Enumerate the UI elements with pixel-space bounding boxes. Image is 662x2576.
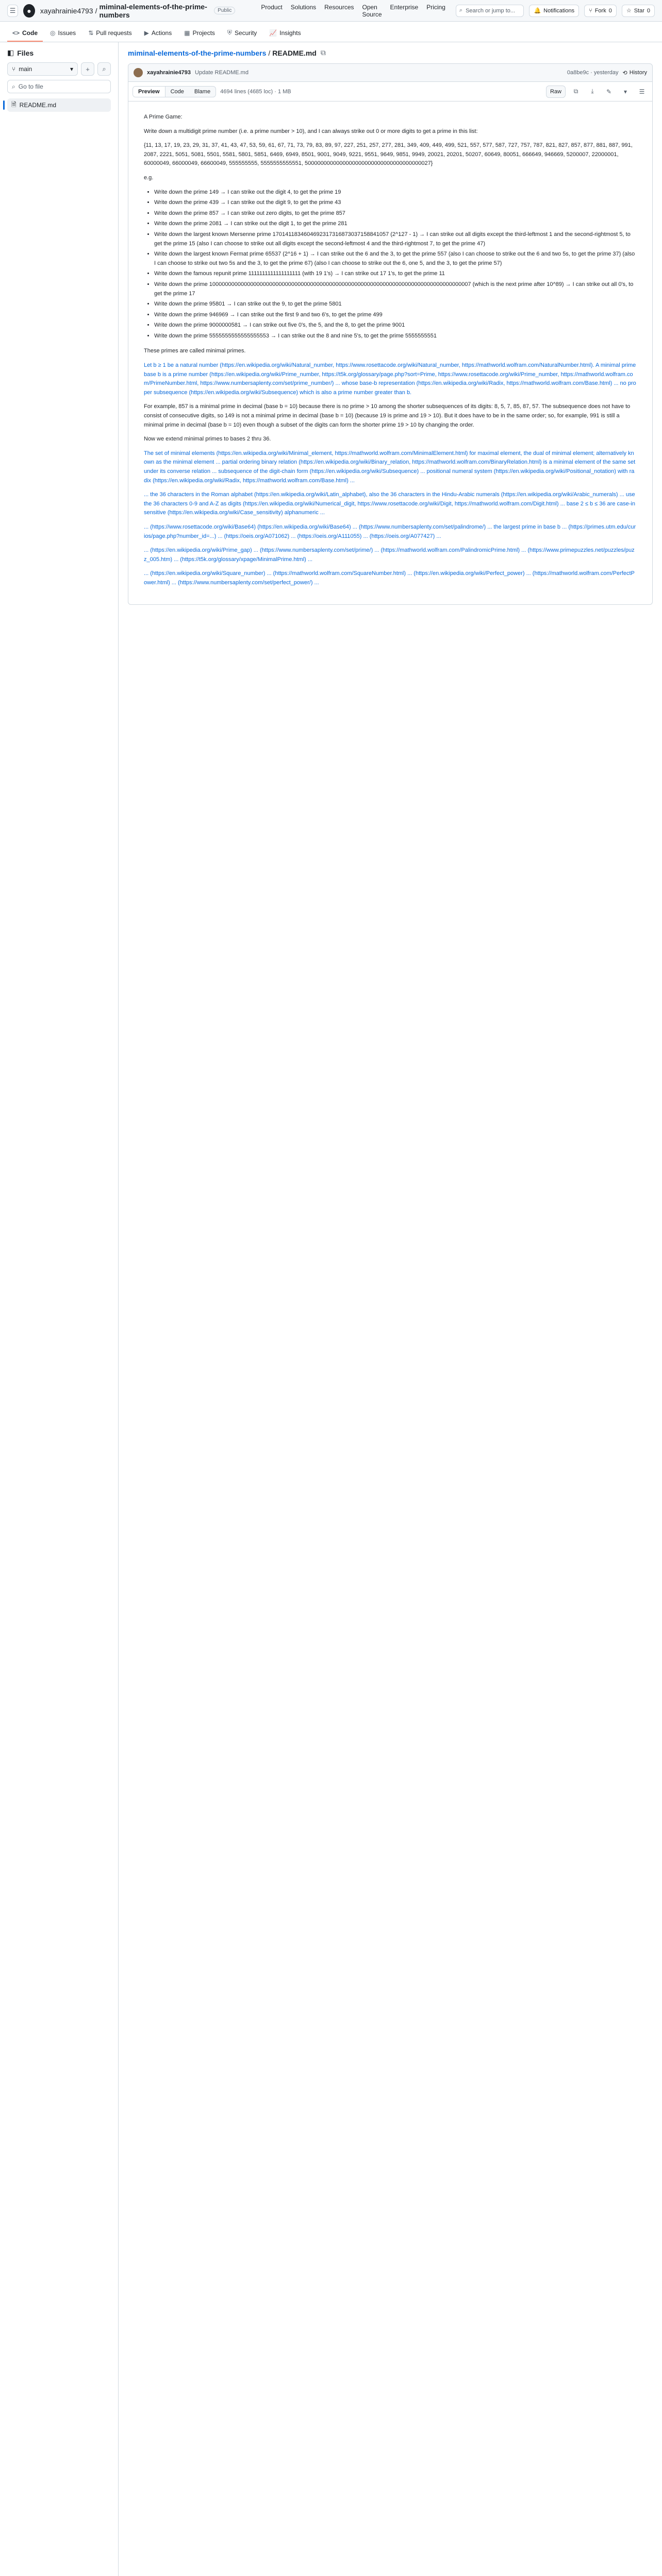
star-icon: ☆ — [626, 8, 632, 14]
nav-solutions[interactable]: Solutions — [290, 3, 317, 11]
view-preview-button[interactable]: Preview — [133, 87, 166, 97]
tab-issues[interactable] — [45, 25, 81, 42]
view-code-button[interactable]: Code — [170, 88, 184, 95]
readme-eg: e.g. — [144, 174, 154, 181]
top-nav — [261, 4, 445, 18]
tab-security[interactable] — [222, 25, 262, 42]
file-toolbar — [128, 82, 652, 101]
repo-owner-link[interactable]: xayahrainie4793 — [40, 6, 93, 15]
list-item: • Write down the prime 95801 → I can strike out the 9, to get the prime 5801 — [154, 300, 637, 309]
main-content — [119, 42, 662, 2576]
search-files-button[interactable]: ⌕ — [97, 62, 111, 76]
play-icon: ▶ — [144, 29, 149, 37]
star-label: Star — [634, 7, 644, 14]
list-item: • Write down the prime 9000000581 → I can strike out five 0's, the 5, and the 8, to get the prime 9001 — [154, 321, 637, 330]
chevron-down-icon[interactable]: ▾ — [623, 88, 627, 95]
table-icon: ▦ — [184, 29, 190, 37]
list-item: • Write down the prime 2081 → I can strike out the digit 1, to get the prime 281 — [154, 219, 637, 229]
breadcrumb-separator: / — [268, 48, 271, 57]
fork-label: Fork — [594, 7, 606, 14]
nav-enterprise[interactable]: Enterprise — [390, 3, 419, 11]
readme-intro: Write down a multidigit prime number (i.e. a prime number > 10), and I can always strike out 0 or more digits to get a prime in this list: — [144, 128, 478, 134]
shield-icon: ⛨ — [227, 29, 232, 36]
sidebar-title — [7, 48, 34, 57]
commit-hash[interactable]: 0a8be9c · yesterday — [567, 70, 619, 76]
commit-message[interactable]: Update README.md — [195, 70, 249, 76]
top-header — [0, 0, 662, 22]
github-logo-icon[interactable]: ● — [23, 4, 35, 18]
readme-body-paragraph[interactable]: ... (https://en.wikipedia.org/wiki/Square_number) ... (https://mathworld.wolfram.com/SquareNumber.html) ... (https://en.wikipedia.org/wiki/Perfect_power) ... (https://mathworld.wolfram.com/PerfectPower.html) ... (https://www.numbersaplenty.com/set/perfect_power/) ... — [144, 570, 635, 586]
readme-minimal-note: These primes are called minimal primes. — [144, 348, 246, 354]
file-meta: 4694 lines (4685 loc) · 1 MB — [220, 88, 291, 95]
repo-path — [40, 3, 236, 19]
tab-actions[interactable] — [139, 25, 177, 42]
readme-title: A Prime Game: — [144, 114, 183, 120]
readme-prime-set: {11, 13, 17, 19, 23, 29, 31, 37, 41, 43, 47, 53, 59, 61, 67, 71, 73, 79, 83, 89, 97, 227, 251, 257, 277, 281, 349, 409, 449, 499, 521, 557, 577, 587, 727, 757, 787, 821, 827, 857, 877, 881, 887, 991, 2087, 2221, 5051, 5081, 5501, 5581, 5801, 5851, 6469, 6949, 8501, 9001, 9049, 9221, 9551, 9649, 9851, 9949, 20021, 20201, 50207, 60649, 80051, 666649, 946669, 5200007, 22000001, 60000049, 66000049, 66600049, 555555555, 5555555555551, 5000000000000000000000000000000000000027} — [144, 142, 633, 167]
tab-projects[interactable] — [179, 25, 220, 42]
list-item: • Write down the largest known Fermat prime 65537 (2^16 + 1) → I can strike out the 6 and the 3, to get the prime 557 (also I can choose to strike out the 6 and two 5s, to get the prime 37) (also I can choose to strike out two 5s and the 3, to get the prime 67) (also I can choose to strike out the 6, one 5, and the 3, to get the prime 57) — [154, 250, 637, 268]
file-tree-sidebar — [0, 42, 119, 2576]
file-icon: 🗎 — [11, 100, 16, 108]
tab-actions-label: Actions — [151, 29, 172, 37]
list-item: • Write down the prime 946969 → I can strike out the first 9 and two 6's, to get the prime 499 — [154, 311, 637, 320]
readme-body-paragraph[interactable]: ... (https://www.rosettacode.org/wiki/Base64) (https://en.wikipedia.org/wiki/Base64) ... (https://www.numbersaplenty.com/set/palindrome/) ... the largest prime in base b ... (https://primes.utm.edu/curios/page.php?number_id=...) ... (https://oeis.org/A071062) ... (https://oeis.org/A111055) ... (https://oeis.org/A077427) ... — [144, 523, 636, 539]
fork-count: 0 — [608, 7, 612, 14]
list-item: • Write down the prime 439 → I can strike out the digit 9, to get the prime 43 — [154, 198, 637, 208]
tab-code-label: Code — [22, 29, 38, 37]
avatar[interactable] — [134, 68, 143, 77]
repo-name-link[interactable]: miminal-elements-of-the-prime-numbers — [99, 2, 207, 19]
edit-icon[interactable]: ✎ — [606, 88, 612, 95]
fork-button[interactable] — [584, 5, 617, 17]
readme-body-paragraph[interactable]: The set of minimal elements (https://en.wikipedia.org/wiki/Minimal_element, https://mathworld.wolfram.com/MinimalElement.html) for maximal element, the dual of minimal element; alternatively known as the minimal element ... partial ordering binary relation (https://en.wikipedia.org/wiki/Binary_relation, https://mathworld.wolfram.com/BinaryRelation.html) is a minimal element of the same set under its converse relation ... subsequence of the digit-chain form (https://en.wikipedia.org/wiki/Subsequence) ... positional numeral system (https://en.wikipedia.org/wiki/Positional_notation) with radix (https://en.wikipedia.org/wiki/Radix, https://mathworld.wolfram.com/Base.html) ... — [144, 450, 636, 484]
history-label: History — [629, 70, 647, 76]
nav-pricing[interactable]: Pricing — [426, 3, 445, 11]
tab-pull-requests-label: Pull requests — [96, 29, 132, 37]
list-item: • Write down the prime 10000000000000000000000000000000000000000000000000000000000000000000000000000000007 (which is the next prime after 10^89) → I can strike out all 0's, to get the prime 17 — [154, 280, 637, 298]
sidebar-collapse-icon[interactable]: ◧ — [7, 48, 14, 57]
commit-author[interactable]: xayahrainie4793 — [147, 70, 191, 76]
file-viewer — [128, 82, 653, 605]
sidebar-header — [7, 48, 111, 57]
tab-projects-label: Projects — [192, 29, 215, 37]
breadcrumb-file: README.md — [272, 48, 317, 57]
visibility-badge: Public — [214, 7, 235, 14]
star-button[interactable] — [622, 5, 655, 17]
go-to-file-input[interactable] — [7, 80, 111, 93]
view-blame-button[interactable]: Blame — [194, 88, 211, 95]
fork-icon: ⑂ — [589, 7, 592, 14]
history-icon: ⟲ — [622, 70, 627, 76]
tab-insights[interactable] — [264, 25, 306, 42]
examples-list — [154, 188, 637, 341]
tab-security-label: Security — [234, 29, 257, 37]
nav-product[interactable]: Product — [261, 3, 283, 11]
path-separator: / — [95, 6, 97, 15]
menu-icon[interactable]: ☰ — [7, 5, 18, 17]
latest-commit-bar — [128, 63, 653, 82]
readme-body-paragraph: For example, 857 is a minimal prime in decimal (base b = 10) because there is no prime > 10 among the shorter subsequences of its digits: 8, 5, 7, 85, 87, 57. The subsequence does not have to consist of consecutive digits, so 149 is not a minimal prime in decimal (base b = 10) (because 19 is prime and 19 > 10). But it does have to be in the same order; so, for example, 991 is still a minimal prime in decimal (base b = 10) even though a subset of the digits can form the shorter prime 19 > 10 by changing the order. — [144, 403, 631, 428]
file-item-readme[interactable] — [7, 98, 111, 112]
tab-issues-label: Issues — [58, 29, 76, 37]
file-item-label: README.md — [19, 101, 56, 109]
add-file-button[interactable]: + — [81, 62, 94, 76]
raw-button[interactable]: Raw — [546, 86, 566, 98]
breadcrumb-repo-link[interactable]: miminal-elements-of-the-prime-numbers — [128, 48, 267, 57]
nav-resources[interactable]: Resources — [324, 3, 354, 11]
go-to-file-placeholder: Go to file — [18, 83, 43, 90]
tab-pull-requests[interactable] — [83, 25, 137, 42]
list-item: • Write down the prime 857 → I can strike out zero digits, to get the prime 857 — [154, 209, 637, 218]
list-item: • Write down the prime 149 → I can strike out the digit 4, to get the prime 19 — [154, 188, 637, 197]
pull-request-icon: ⇅ — [88, 29, 94, 37]
list-item: • Write down the largest known Mersenne prime 1701411834604692317316873037158841057 (2^127 - 1) → I can strike out all digits except the third-leftmost 1 and the second-rightmost 5, to get the prime 15 (also I can choose to strike out all digits except the second-leftmost 4 and the third-rightmost 7, to get the prime 47) — [154, 230, 637, 248]
bell-icon: 🔔 — [534, 8, 541, 14]
list-item: • Write down the famous repunit prime 1111111111111111111 (with 19 1's) → I can strike out 17 1's, to get the prime 11 — [154, 269, 637, 279]
repo-tabs — [0, 22, 662, 42]
copy-icon[interactable]: ⧉ — [573, 88, 578, 95]
tab-insights-label: Insights — [279, 29, 301, 37]
readme-body-paragraph[interactable]: ... (https://en.wikipedia.org/wiki/Prime_gap) ... (https://www.numbersaplenty.com/set/prime/) ... (https://mathworld.wolfram.com/PalindromicPrime.html) ... (https://www.primepuzzles.net/puzzles/puzz_005.htm) ... (https://t5k.org/glossary/xpage/MinimalPrime.html) ... — [144, 547, 635, 563]
readme-body-paragraph: Now we extend minimal primes to bases 2 thru 36. — [144, 436, 271, 443]
search-icon: ⌕ — [459, 7, 463, 13]
branch-row — [7, 62, 111, 76]
breadcrumb — [128, 48, 653, 57]
sidebar-title-label: Files — [17, 48, 34, 57]
notifications-button[interactable] — [529, 5, 579, 17]
code-icon: <> — [12, 29, 20, 37]
issue-icon: ◎ — [50, 29, 56, 37]
readme-body-paragraph[interactable]: Let b ≥ 1 be a natural number (https://en.wikipedia.org/wiki/Natural_number, https://www.rosettacode.org/wiki/Natural_number, https://mathworld.wolfram.com/NaturalNumber.html). A minimal prime base b is a prime number (https://en.wikipedia.org/wiki/Prime_number, https://t5k.org/glossary/page.php?sort=Prime, https://www.rosettacode.org/wiki/Prime_number, https://mathworld.wolfram.com/PrimeNumber.html, https://www.numbersaplenty.com/set/prime_number/) ... whose base-b representation (https://en.wikipedia.org/wiki/Radix, https://mathworld.wolfram.com/Base.html) ... no proper subsequence (https://en.wikipedia.org/wiki/Subsequence) which is also a prime number greater than b. — [144, 362, 636, 396]
branch-select[interactable] — [7, 62, 78, 76]
chevron-down-icon: ▾ — [70, 65, 73, 73]
graph-icon: 📈 — [269, 29, 277, 37]
readme-body-paragraph[interactable]: ... the 36 characters in the Roman alphabet (https://en.wikipedia.org/wiki/Latin_alphabet), also the 36 characters in the Hindu-Arabic numerals (https://en.wikipedia.org/wiki/Arabic_numerals) ... use the 36 characters 0-9 and A-Z as digits (https://en.wikipedia.org/wiki/Numerical_digit, https://www.rosettacode.org/wiki/Digit, https://mathworld.wolfram.com/Digit.html) ... base 2 ≤ b ≤ 36 are case-insensitive (https://en.wikipedia.org/wiki/Case_sensitivity) alphanumeric ... — [144, 492, 635, 516]
branch-icon: ⑂ — [12, 65, 16, 73]
star-count: 0 — [647, 7, 650, 14]
search-placeholder: Search or jump to... — [466, 7, 516, 14]
list-item: • Write down the prime 5555555555555555553 → I can strike out the 8 and nine 5's, to get the prime 5555555551 — [154, 332, 637, 341]
tab-code[interactable] — [7, 25, 43, 42]
nav-open-source[interactable]: Open Source — [362, 3, 382, 18]
readme-content — [128, 101, 652, 604]
copy-path-icon[interactable]: ⧉ — [320, 48, 326, 57]
filter-icon: ⌕ — [12, 82, 15, 90]
branch-name: main — [19, 65, 32, 73]
global-search-input[interactable] — [456, 5, 524, 17]
download-icon[interactable]: ⤓ — [591, 88, 594, 95]
view-toggle — [133, 86, 216, 97]
notifications-label: Notifications — [543, 7, 575, 14]
outline-icon[interactable]: ☰ — [639, 88, 645, 95]
history-button[interactable] — [623, 70, 647, 76]
